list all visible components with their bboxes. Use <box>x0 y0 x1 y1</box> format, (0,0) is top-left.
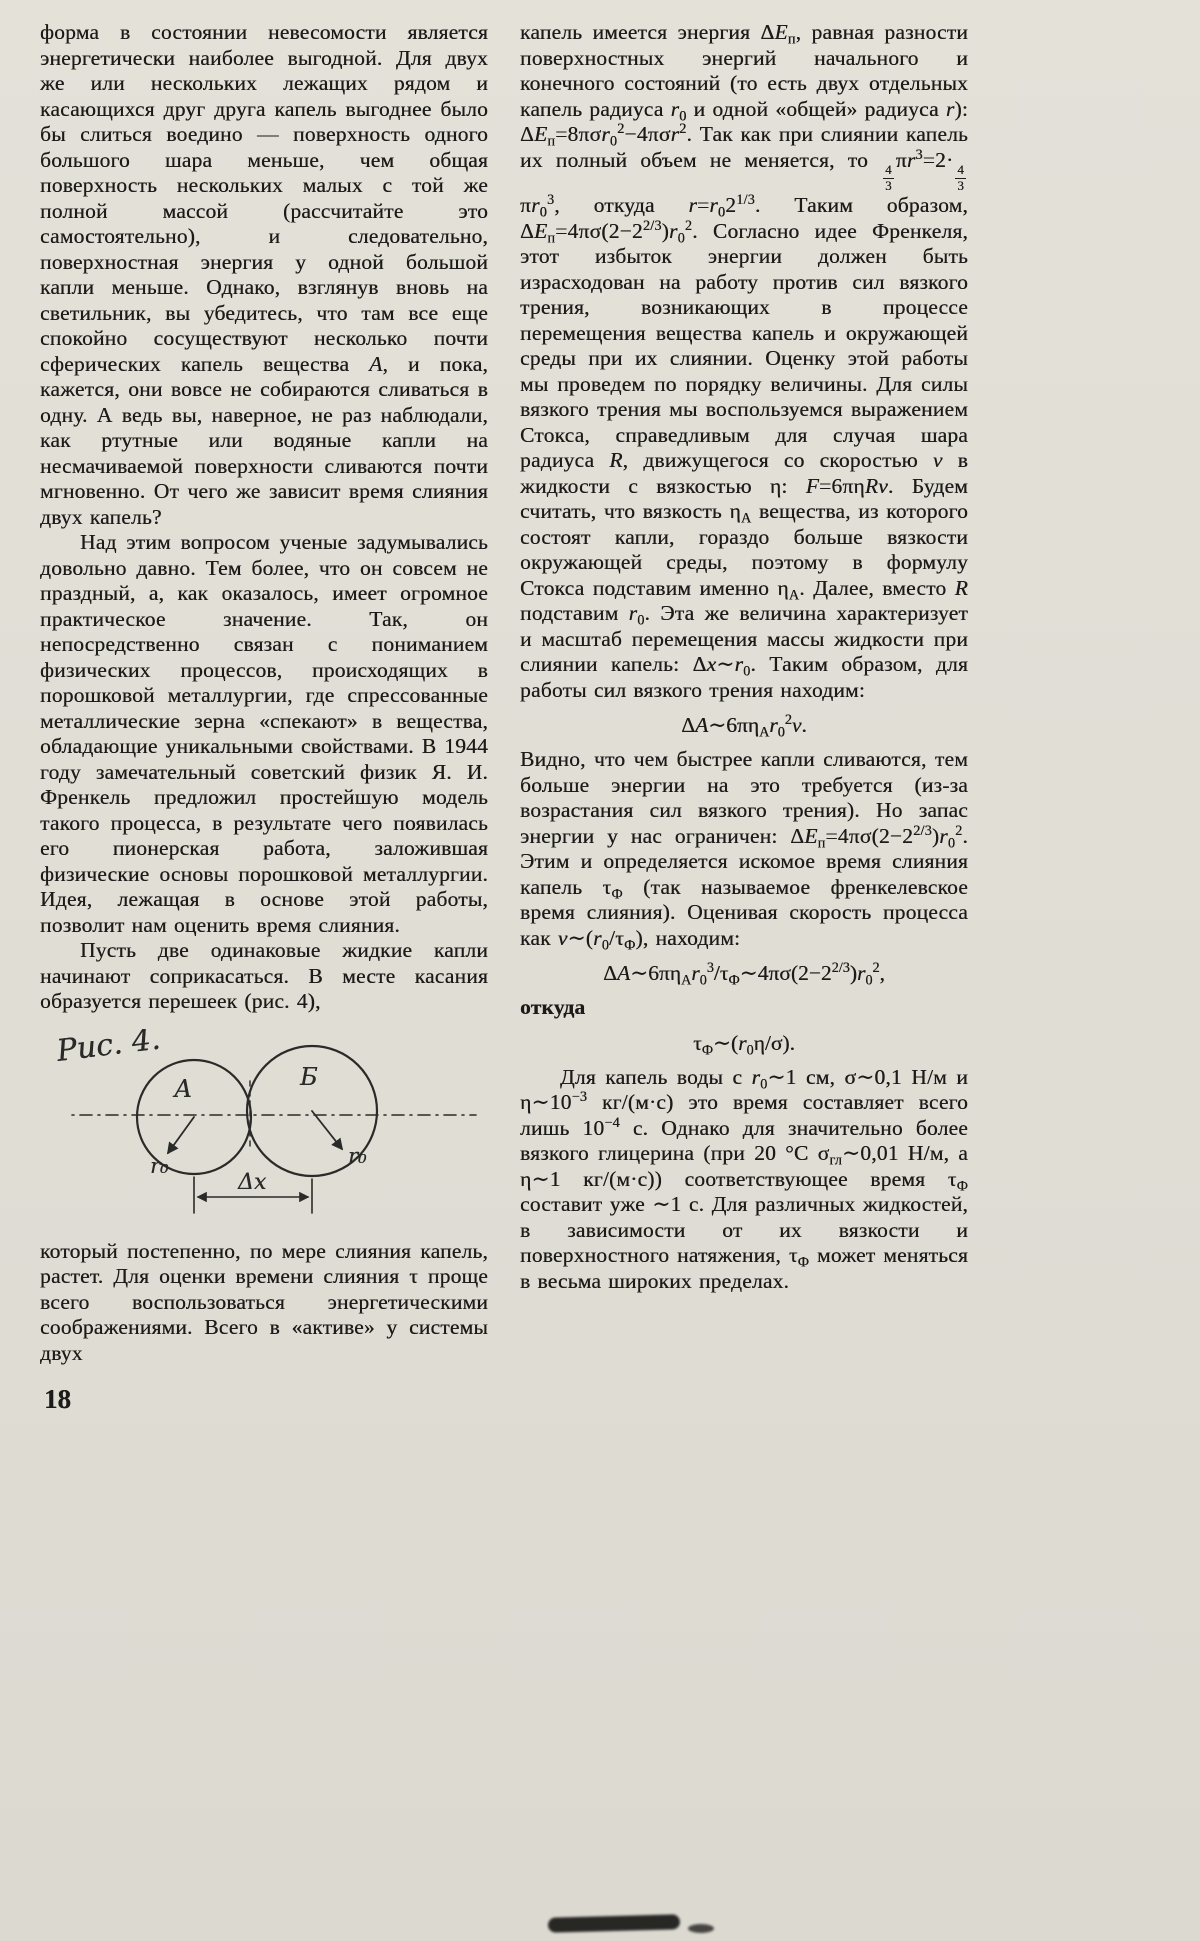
connector-word: откуда <box>520 995 586 1020</box>
text-paragraph: Пусть две одинаковые жидкие капли начинают соприкасаться. В месте касания образуется перешеек (рис. 4), <box>40 938 488 1013</box>
text-paragraph: который постепенно, по мере слияния капель, растет. Для оценки времени слияния τ проще всего воспользоваться энергетическими соображениями. Всего в «активе» у системы двух <box>40 1238 488 1365</box>
page-number: 18 <box>44 1384 71 1414</box>
formula-energy-balance: $\Delta A\sim 6\pi\eta_Аr_0^3/\tau_Ф\sim 4\pi\sigma(2-2^{2/3})r_0^2$, <box>603 960 885 989</box>
label-radius-right: r₀ <box>348 1143 367 1168</box>
radius-arrow-left <box>168 1117 194 1153</box>
formula-viscous-work: $\Delta A\sim 6\pi\eta_Аr_0^2v$. <box>681 712 807 741</box>
label-radius-left: r₀ <box>150 1153 169 1178</box>
scan-ink-smudge <box>548 1914 680 1932</box>
text-paragraph: Над этим вопросом ученые задумывались довольно давно. Тем более, что он совсем не праздный, а, как оказалось, имеет огромное практическое значение. Так, он непосредственно связан с пониманием физических процессов, происходящих в порошковой металлургии, где спрессованные металлические зерна «спекают» в вещества, обладающие уникальными свойствами. В 1944 году замечательный советский физик Я. И. Френкель предложил простейшую модель такого процесса, в результате чего появилась его пионерская работа, заложившая физические основы порошковой металлургии. Идея, лежащая в основе этой работы, позволит нам оценить время слияния. <box>40 530 488 937</box>
right-column <box>520 20 968 1366</box>
text-paragraph: форма в состоянии невесомости является энергетически наиболее выгодной. Для двух же или нескольких лежащих рядом и касающихся друг друга капель выгоднее было бы слиться воедино — поверхность одного большого шара меньше, чем общая поверхность нескольких малых с той же полной массой (рассчитайте это самостоятельно), и следовательно, поверхностная энергия у одной большой капли меньше. Однако, взглянув вновь на светильник, вы убедитесь, что там все еще спокойно сосуществуют несколько почти сферических капель вещества А, и пока, кажется, они вовсе не собираются сливаться в одну. А ведь вы, наверное, не раз наблюдали, как ртутные или водяные капли на несмачиваемой поверхности сливаются почти мгновенно. От чего же зависит время слияния двух капель? <box>40 20 488 529</box>
text-paragraph: Для капель воды с $r_0\sim 1$ см, σ∼0,1 Н/м и $\eta\sim 10^{-3}$ кг/(м·с) это время составляет всего лишь $10^{-4}$ с. Однако для значительно более вязкого глицерина (при 20 °С $\sigma_{гл}\sim 0,01$ Н/м, а η∼1 кг/(м·с)) соответствующее время $\tau_Ф$ составит уже ∼1 с. Для различных жидкостей, в зависимости от их вязкости и поверхностного натяжения, $\tau_Ф$ может меняться в весьма широких пределах. <box>520 1064 968 1293</box>
two-column-text-block <box>40 20 1164 1366</box>
text-paragraph: Видно, что чем быстрее капли сливаются, тем больше энергии на это требуется (из-за возрастания сил вязкого трения). Но запас энергии у нас ограничен: $\Delta E_п=4\pi\sigma(2-2^{2/3})r_0^2$. Этим и определяется искомое время слияния капель $\tau_Ф$ (так называемое френкелевское время слияния). Оценивая скорость процесса как $v\sim(r_0/\tau_Ф)$, находим: <box>520 747 969 954</box>
text-paragraph: капель имеется энергия $\Delta E_п$, равная разности поверхностных энергий начального и конечного состояний (то есть двух отдельных капель радиуса $r_0$ и одной «общей» радиуса r): $\Delta E_п=8\pi\sigma r_0^2-4\pi\sigma r^2$. Так как при слиянии капель их полный объем не меняется, то $\frac{4}{3}$ $\pi r^3=2\cdot$ $\frac{4}{3}$ $\pi r_0^3$, откуда $r=r_02^{1/3}$. Таким образом, $\Delta E_п=4\pi\sigma(2-2^{2/3})r_0^2$. Согласно идее Френкеля, этот избыток энергии должен быть израсходован на работу против сил вязкого трения, возникающих в процессе перемещения вещества капель и окружающей среды при их слиянии. Оценку этой работы мы проведем по порядку величины. Для силы вязкого трения мы воспользуемся выражением Стокса, справедливым для случая шара радиуса R, движущегося со скоростью v в жидкости с вязкостью η: F=6πηRv. Будем считать, что вязкость $\eta_А$ вещества, из которого состоят капли, гораздо больше вязкости окружающей среды, поэтому в формулу Стокса подставим именно $\eta_А$. Далее, вместо R подставим $r_0$. Эта же величина характеризует и масштаб перемещения массы жидкости при слиянии капель: $\Delta x\sim r_0$. Таким образом, для работы сил вязкого трения находим: <box>520 20 969 702</box>
left-column <box>40 20 488 1366</box>
merging-droplets-sketch <box>44 1029 484 1224</box>
label-neck-width: Δx <box>238 1169 267 1195</box>
radius-arrow-right <box>312 1111 342 1149</box>
label-droplet-a: А <box>174 1074 193 1103</box>
formula-frenkel-time: $\tau_Ф\sim(r_0\eta/\sigma)$. <box>693 1030 795 1059</box>
figure-4 <box>40 1029 488 1229</box>
figure-caption: Рис. 4. <box>54 1028 163 1069</box>
scan-ink-dot <box>688 1924 714 1933</box>
label-droplet-b: Б <box>300 1062 318 1091</box>
